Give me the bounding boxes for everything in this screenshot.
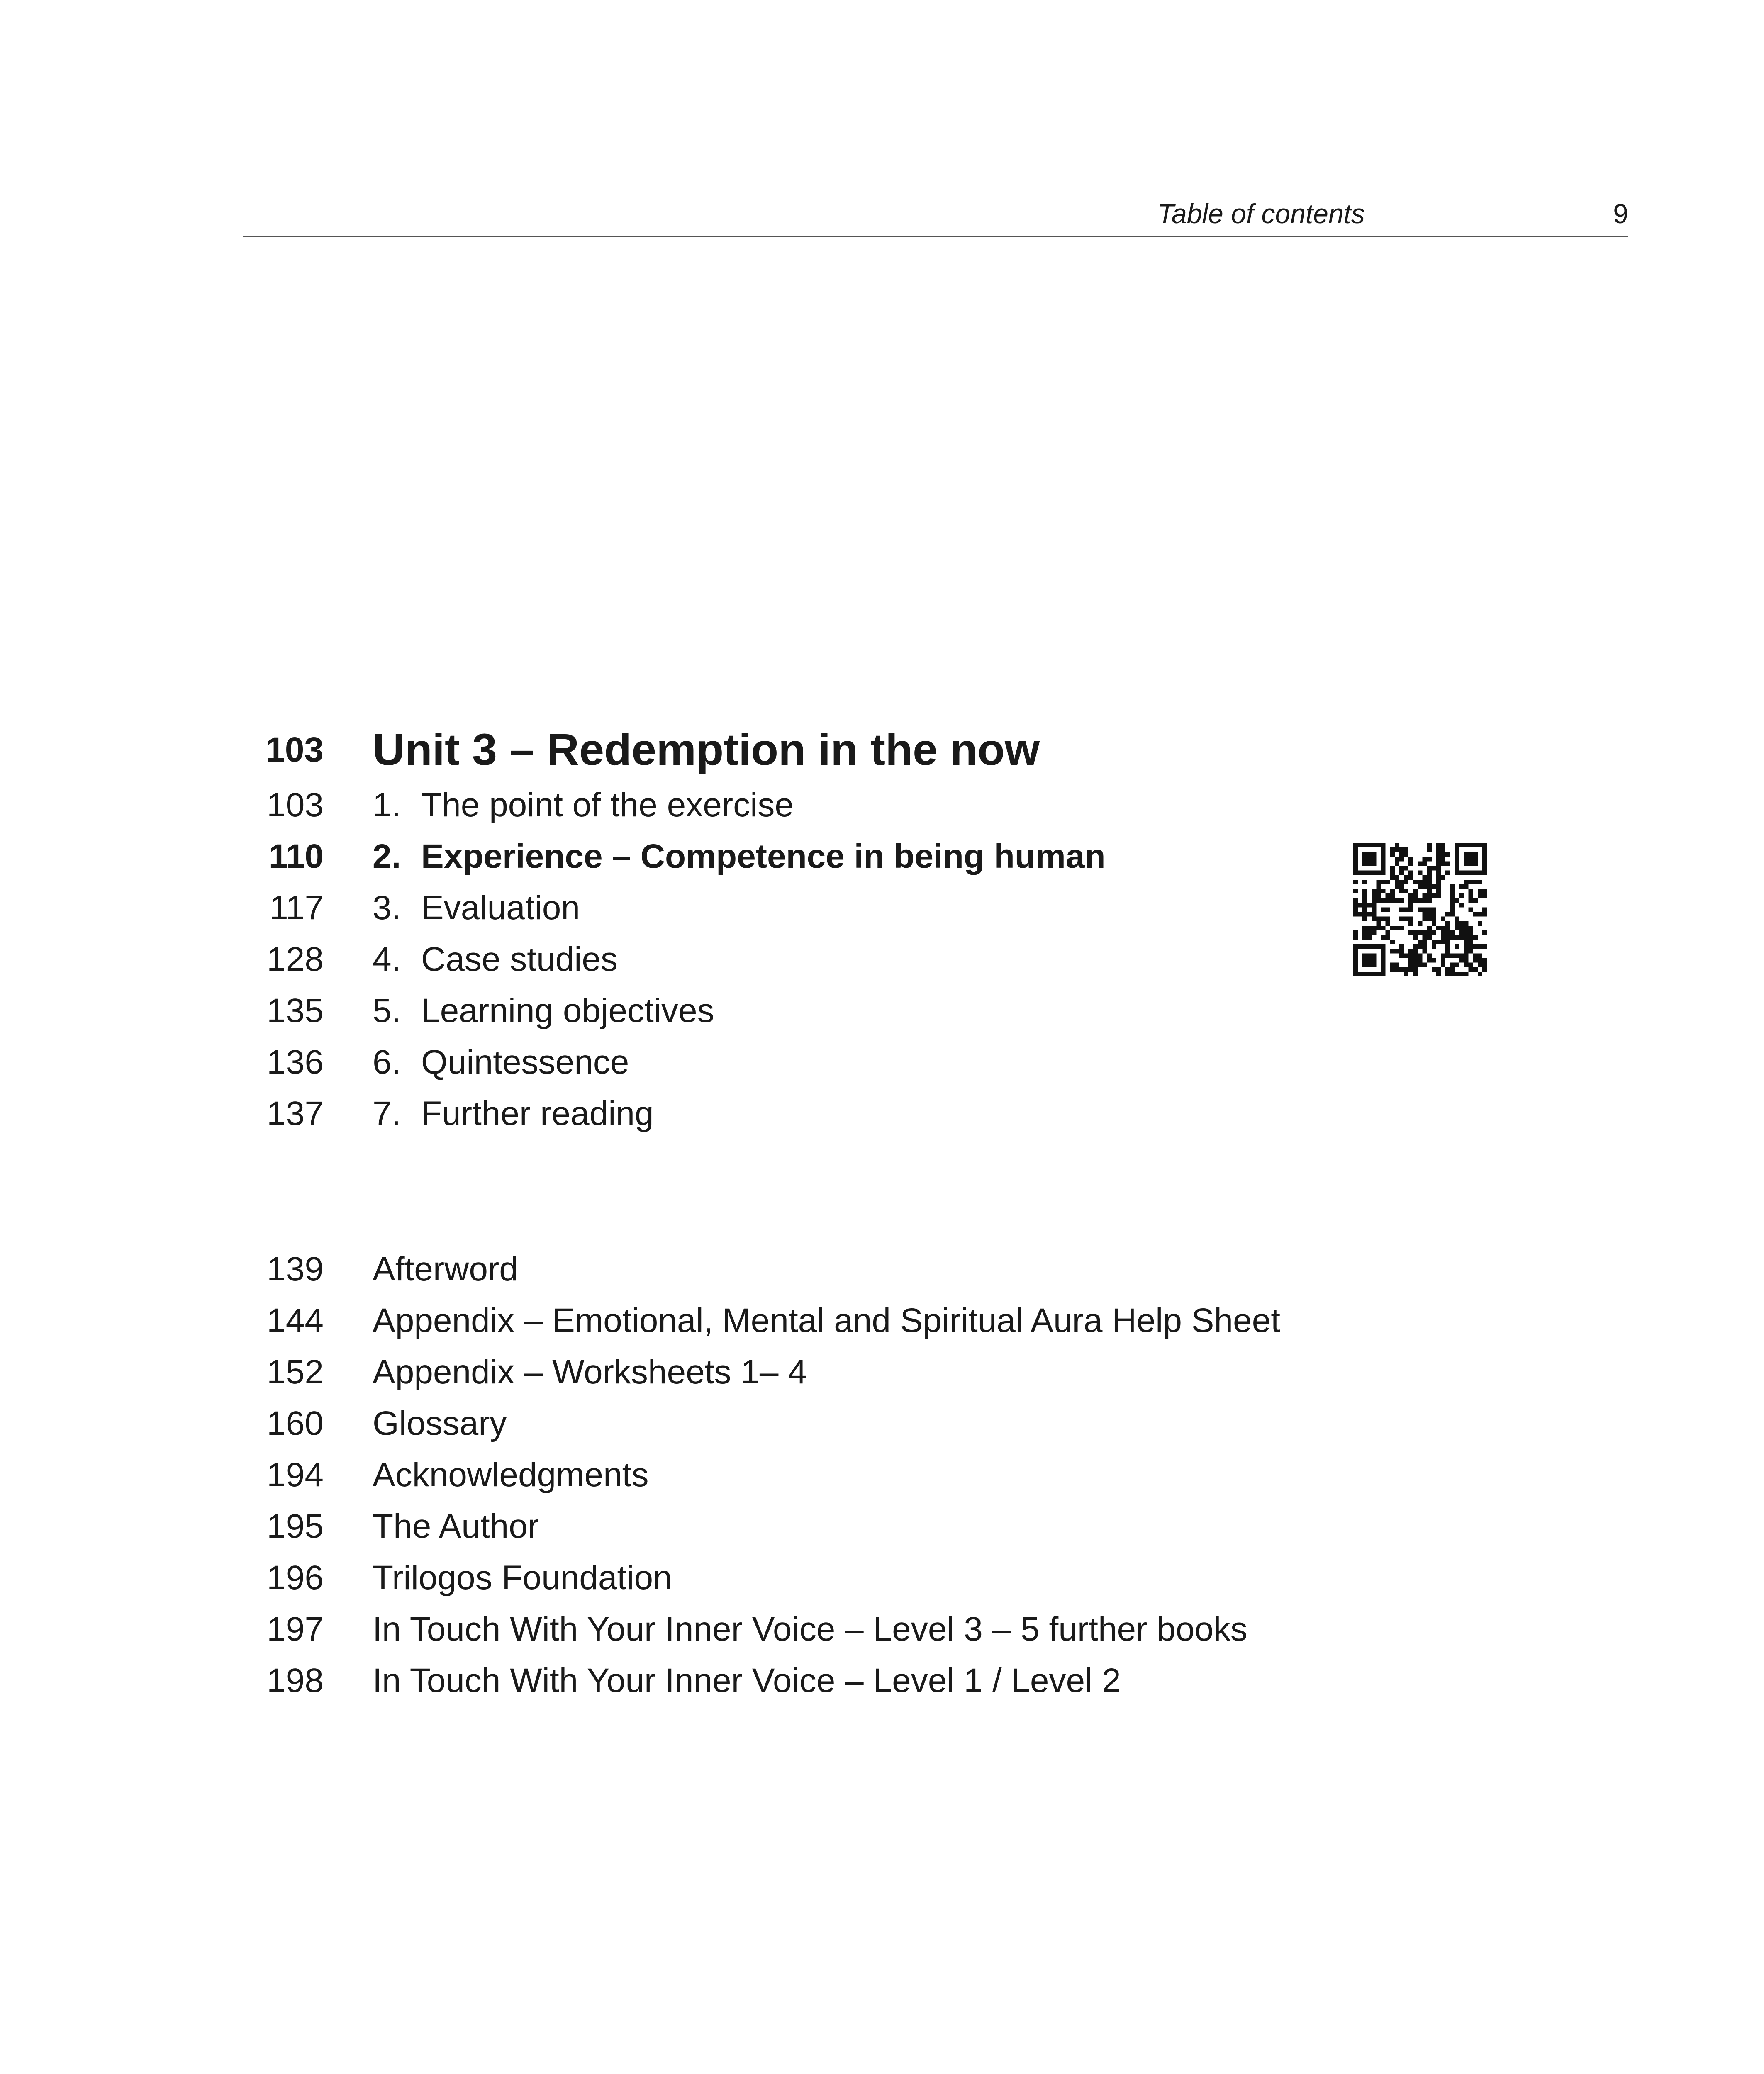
- toc-entry-title: Appendix – Emotional, Mental and Spiritual Aura Help Sheet: [373, 1302, 1281, 1339]
- toc-page-number: 103: [266, 730, 324, 769]
- toc-entry[interactable]: [0, 1398, 1764, 1449]
- running-header: [243, 195, 1628, 236]
- toc-entry-title: Acknowledgments: [373, 1456, 649, 1494]
- toc-page-number: 196: [267, 1559, 324, 1597]
- toc-entry-title: Appendix – Worksheets 1– 4: [373, 1353, 807, 1391]
- header-rule: [243, 236, 1628, 237]
- toc-entry-title: In Touch With Your Inner Voice – Level 1 / Level 2: [373, 1662, 1121, 1699]
- toc-entry-title: Learning objectives: [421, 992, 714, 1030]
- toc-entry[interactable]: [0, 1037, 1764, 1088]
- toc-unit-title: Unit 3 – Redemption in the now: [373, 724, 1040, 774]
- toc-entry[interactable]: [0, 1604, 1764, 1655]
- toc-page-number: 128: [267, 940, 324, 978]
- qr-code-icon: [1353, 843, 1487, 976]
- toc-entry[interactable]: [0, 1088, 1764, 1139]
- toc-back-matter: [0, 1244, 1764, 1706]
- toc-entry[interactable]: [0, 831, 1764, 882]
- toc-entry-title: Trilogos Foundation: [373, 1559, 672, 1597]
- toc-page-number: 160: [267, 1405, 324, 1442]
- toc-entry[interactable]: [0, 1552, 1764, 1604]
- toc-entry[interactable]: [0, 1655, 1764, 1706]
- toc-entry-number: 6.: [373, 1043, 401, 1081]
- toc-entry[interactable]: [0, 985, 1764, 1037]
- toc-unit-section: [0, 720, 1764, 1139]
- toc-page-number: 194: [267, 1456, 324, 1494]
- toc-unit-heading[interactable]: [0, 720, 1764, 779]
- page-number: 9: [1613, 198, 1628, 229]
- toc-entry-title: The Author: [373, 1507, 539, 1545]
- toc-entry[interactable]: [0, 1501, 1764, 1552]
- toc-entry[interactable]: [0, 1244, 1764, 1295]
- toc-entry[interactable]: [0, 1295, 1764, 1346]
- toc-entry[interactable]: [0, 1346, 1764, 1398]
- toc-entry-title: Glossary: [373, 1405, 507, 1442]
- toc-entry-number: 1.: [373, 786, 401, 824]
- running-title: Table of contents: [1157, 198, 1365, 229]
- toc-page-number: 136: [267, 1043, 324, 1081]
- toc-entry-number: 2.: [373, 837, 401, 875]
- toc-entry-number: 7.: [373, 1095, 401, 1132]
- toc-entry-number: 3.: [373, 889, 401, 927]
- toc-page-number: 144: [267, 1302, 324, 1339]
- toc-entry-title: The point of the exercise: [421, 786, 794, 824]
- toc-entry-number: 5.: [373, 992, 401, 1030]
- toc-entry[interactable]: [0, 882, 1764, 934]
- toc-page-number: 135: [267, 992, 324, 1030]
- toc-page-number: 139: [267, 1250, 324, 1288]
- toc-entry-title: In Touch With Your Inner Voice – Level 3 – 5 further books: [373, 1610, 1248, 1648]
- toc-entry-title: Further reading: [421, 1095, 654, 1132]
- toc-page-number: 197: [267, 1610, 324, 1648]
- toc-page-number: 103: [267, 786, 324, 824]
- toc-page-number: 195: [267, 1507, 324, 1545]
- toc-entry[interactable]: [0, 934, 1764, 985]
- toc-page-number: 117: [269, 889, 324, 927]
- toc-entry-title: Experience – Competence in being human: [421, 837, 1106, 875]
- toc-entry-title: Evaluation: [421, 889, 580, 927]
- toc-page-number: 198: [267, 1662, 324, 1699]
- toc-entry-title: Quintessence: [421, 1043, 629, 1081]
- toc-entry[interactable]: [0, 1449, 1764, 1501]
- toc-entry-title: Case studies: [421, 940, 618, 978]
- toc-page-number: 137: [267, 1095, 324, 1132]
- toc-entry-number: 4.: [373, 940, 401, 978]
- toc-page-number: 152: [267, 1353, 324, 1391]
- toc-entry-title: Afterword: [373, 1250, 518, 1288]
- toc-page-number: 110: [268, 837, 324, 875]
- toc-entry[interactable]: [0, 779, 1764, 831]
